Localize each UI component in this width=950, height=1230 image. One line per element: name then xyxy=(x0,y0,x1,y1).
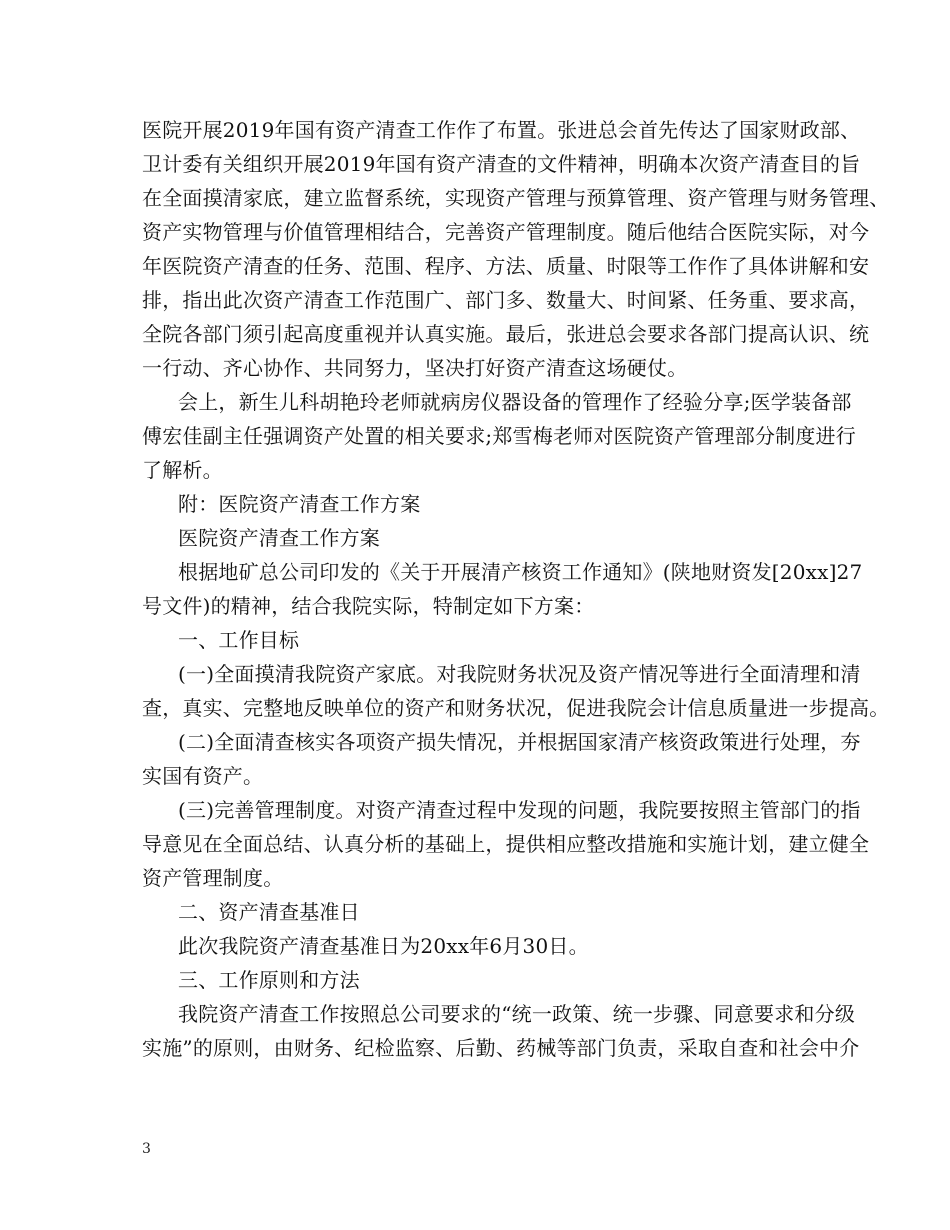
text-line: 实国有资产。 xyxy=(142,764,264,788)
text-line: 一行动、齐心协作、共同努力，坚决打好资产清查这场硬仗。 xyxy=(142,356,688,380)
text-line: (二)全面清查核实各项资产损失情况，并根据国家清产核资政策进行处理，夯 xyxy=(178,730,861,754)
text-line: 卫计委有关组织开展2019年国有资产清查的文件精神，明确本次资产清查目的旨 xyxy=(142,152,861,176)
text-line: 在全面摸清家底，建立监督系统，实现资产管理与预算管理、资产管理与财务管理、 xyxy=(142,186,890,210)
text-line: 我院资产清查工作按照总公司要求的“统一政策、统一步骤、同意要求和分级 xyxy=(178,1002,856,1026)
text-line: 二、资产清查基准日 xyxy=(178,900,360,924)
text-line: 实施”的原则，由财务、纪检监察、后勤、药械等部门负责，采取自查和社会中介 xyxy=(142,1036,860,1060)
text-line: 资产实物管理与价值管理相结合，完善资产管理制度。随后他结合医院实际，对今 xyxy=(142,220,870,244)
text-line: 医院资产清查工作方案 xyxy=(178,526,380,550)
text-line: 附：医院资产清查工作方案 xyxy=(178,492,421,516)
text-line: (三)完善管理制度。对资产清查过程中发现的问题，我院要按照主管部门的指 xyxy=(178,798,861,822)
text-line: 全院各部门须引起高度重视并认真实施。最后，张进总会要求各部门提高认识、统 xyxy=(142,322,870,346)
text-line: 傅宏佳副主任强调资产处置的相关要求;郑雪梅老师对医院资产管理部分制度进行 xyxy=(142,424,856,448)
text-line: 三、工作原则和方法 xyxy=(178,968,360,992)
text-line: 年医院资产清查的任务、范围、程序、方法、质量、时限等工作作了具体讲解和安 xyxy=(142,254,870,278)
text-line: 了解析。 xyxy=(142,458,223,482)
text-line: 一、工作目标 xyxy=(178,628,300,652)
text-line: 此次我院资产清查基准日为20xx年6月30日。 xyxy=(178,934,589,958)
page-number: 3 xyxy=(142,1141,151,1157)
text-line: 医院开展2019年国有资产清查工作作了布置。张进总会首先传达了国家财政部、 xyxy=(142,118,861,142)
text-line: (一)全面摸清我院资产家底。对我院财务状况及资产情况等进行全面清理和清 xyxy=(178,662,861,686)
text-line: 查，真实、完整地反映单位的资产和财务状况，促进我院会计信息质量进一步提高。 xyxy=(142,696,890,720)
text-line: 号文件)的精神，结合我院实际，特制定如下方案： xyxy=(142,594,595,618)
text-line: 导意见在全面总结、认真分析的基础上，提供相应整改措施和实施计划，建立健全 xyxy=(142,832,870,856)
text-line: 排，指出此次资产清查工作范围广、部门多、数量大、时间紧、任务重、要求高， xyxy=(142,288,870,312)
text-line: 会上，新生儿科胡艳玲老师就病房仪器设备的管理作了经验分享;医学装备部 xyxy=(178,390,852,414)
text-line: 根据地矿总公司印发的《关于开展清产核资工作通知》(陕地财资发[20xx]27 xyxy=(178,560,863,584)
text-line: 资产管理制度。 xyxy=(142,866,284,890)
